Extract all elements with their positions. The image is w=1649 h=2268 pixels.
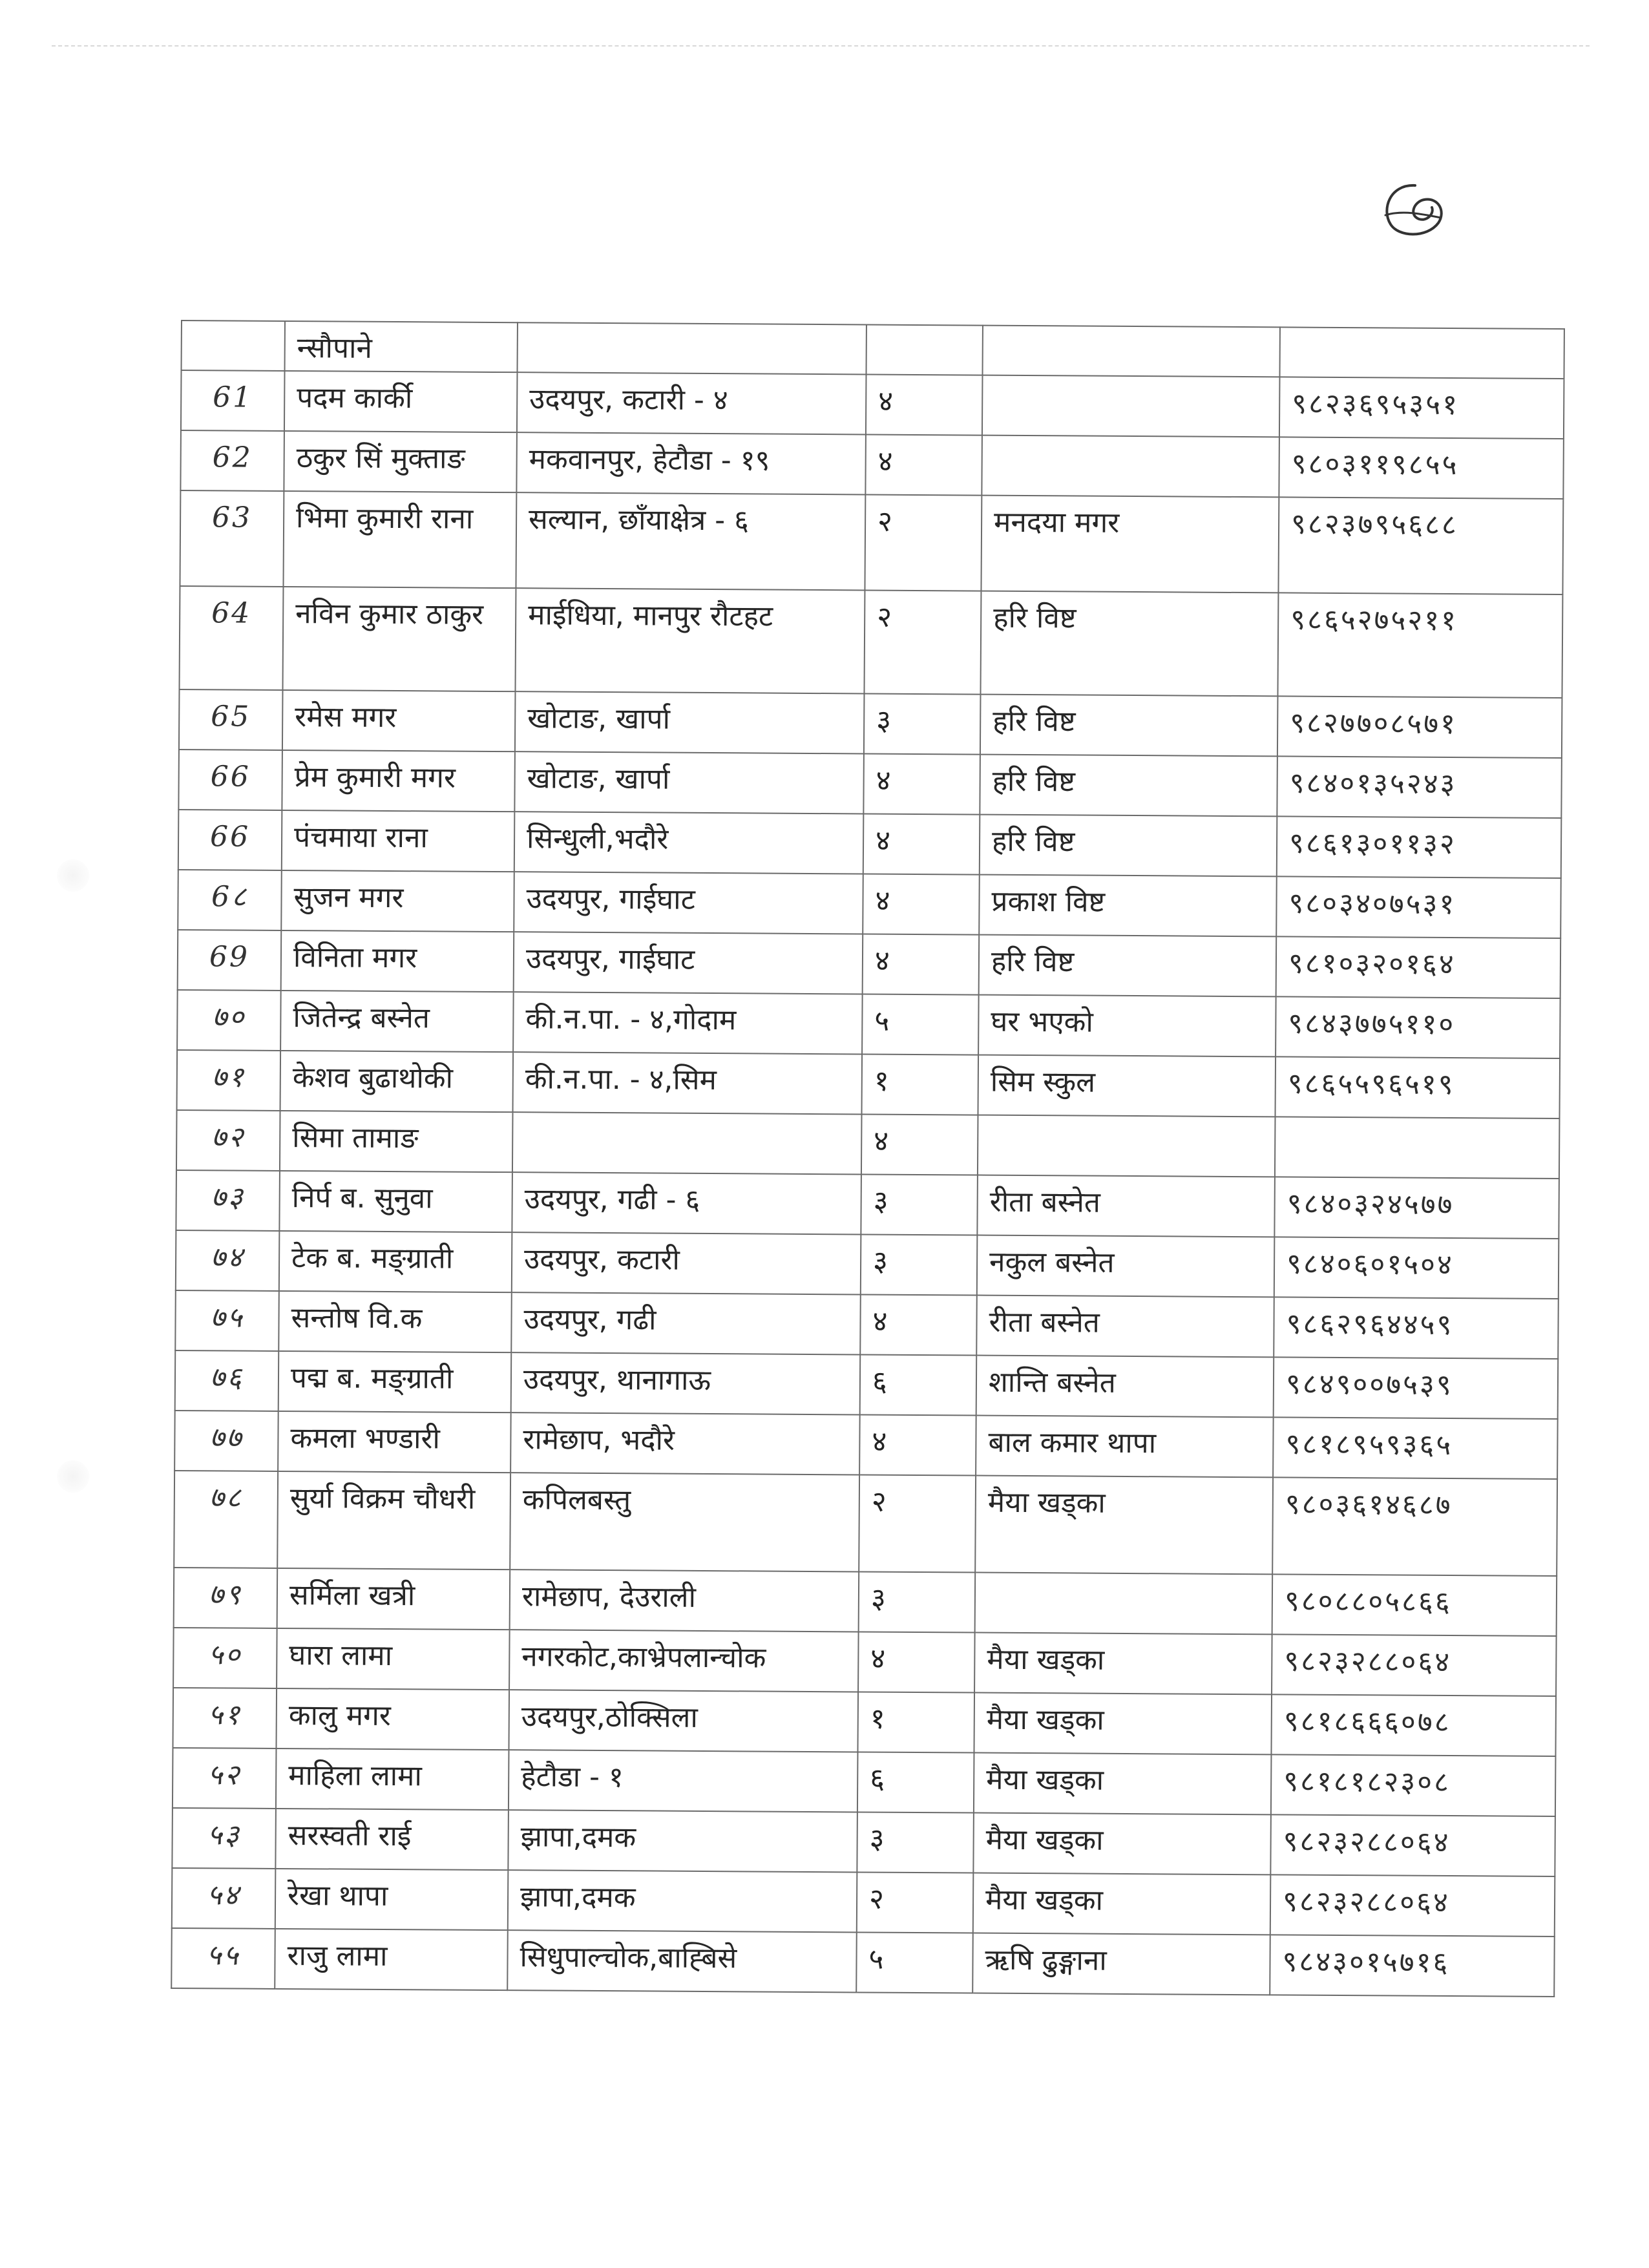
table-row xyxy=(181,370,1564,439)
name-cell: विनिता मगर xyxy=(281,930,514,992)
members-cell: ४ xyxy=(859,1415,976,1476)
sn-cell: ५१ xyxy=(173,1688,277,1748)
name-cell: रमेस मगर xyxy=(282,690,516,751)
reference-cell: रीता बस्नेत xyxy=(977,1175,1275,1237)
table-row xyxy=(178,930,1561,998)
phone-cell: ९८४०३२४५७७ xyxy=(1274,1177,1559,1239)
phone-cell: ९८४९००७५३९ xyxy=(1274,1358,1559,1420)
name-cell: जितेन्द्र बस्नेत xyxy=(280,991,514,1052)
name-cell: सुर्या विक्रम चौधरी xyxy=(277,1471,510,1570)
sn-cell: ५३ xyxy=(172,1808,276,1869)
name-cell: निर्प ब. सुनुवा xyxy=(279,1171,512,1232)
reference-cell: हरि विष्ट xyxy=(979,935,1277,997)
phone-cell: ९८१८६६६०७८ xyxy=(1271,1695,1556,1757)
address-cell xyxy=(518,322,867,374)
address-cell: झापा,दमक xyxy=(508,1870,857,1932)
reference-cell: मनदया मगर xyxy=(981,496,1279,593)
name-cell: टेक ब. मङ्ग्राती xyxy=(279,1231,512,1292)
table-row xyxy=(180,586,1563,698)
members-cell: ४ xyxy=(865,435,982,496)
members-cell: ३ xyxy=(864,694,981,755)
address-cell: रामेछाप, भदौरे xyxy=(510,1412,860,1475)
members-cell: ३ xyxy=(861,1175,978,1235)
address-cell: रामेछाप, देउराली xyxy=(510,1570,859,1632)
sn-cell: 69 xyxy=(178,930,282,991)
members-cell: २ xyxy=(864,591,981,695)
address-cell: झापा,दमक xyxy=(508,1810,857,1872)
sn-cell: 66 xyxy=(178,750,282,810)
members-cell: २ xyxy=(857,1873,974,1933)
table-row xyxy=(173,1748,1556,1816)
name-cell: पंचमाया राना xyxy=(282,810,515,872)
members-cell: ४ xyxy=(858,1632,975,1693)
name-cell: सुजन मगर xyxy=(281,870,514,932)
address-cell: की.न.पा. - ४,गोदाम xyxy=(513,992,863,1054)
phone-cell: ९८०३४०७५३१ xyxy=(1276,877,1561,939)
name-cell: राजु लामा xyxy=(275,1929,508,1990)
reference-cell: हरि विष्ट xyxy=(980,591,1278,697)
table-row xyxy=(178,870,1561,938)
address-cell: उदयपुर, गढी xyxy=(511,1292,861,1354)
address-cell: माईधिया, मानपुर रौटहट xyxy=(515,588,865,693)
table-row xyxy=(172,1868,1555,1937)
reference-cell: मैया खड्का xyxy=(974,1753,1272,1815)
reference-cell xyxy=(982,375,1280,437)
members-cell: ४ xyxy=(863,754,980,815)
members-cell: ३ xyxy=(857,1812,974,1873)
table-row xyxy=(173,1688,1556,1756)
sn-cell: ७३ xyxy=(176,1170,280,1231)
sn-cell: ७९ xyxy=(174,1568,278,1628)
phone-cell: ९८१०३२०१६४ xyxy=(1276,937,1561,999)
sn-cell: ५० xyxy=(173,1628,277,1688)
sn-cell: ७५ xyxy=(175,1290,279,1351)
table-row xyxy=(176,1110,1560,1179)
reference-cell: प्रकाश विष्ट xyxy=(979,875,1277,937)
table-row xyxy=(178,750,1562,818)
address-cell: कपिलबस्तु xyxy=(510,1473,859,1571)
members-cell: २ xyxy=(865,495,982,591)
table-row xyxy=(172,1808,1555,1876)
table-row xyxy=(176,1230,1559,1299)
reference-cell: मैया खड्का xyxy=(973,1813,1271,1875)
address-cell: उदयपुर, गढी - ६ xyxy=(512,1172,861,1234)
address-cell: मकवानपुर, हेटौडा - १९ xyxy=(516,432,866,494)
members-cell: ५ xyxy=(856,1933,973,1993)
table-row xyxy=(174,1471,1557,1576)
members-cell: ६ xyxy=(860,1355,977,1416)
sn-cell: 65 xyxy=(179,689,283,750)
reference-cell: ऋषि ढुङ्गाना xyxy=(972,1933,1270,1995)
phone-cell: ९८०३६१४६८७ xyxy=(1272,1478,1557,1577)
sn-cell: ७८ xyxy=(174,1471,278,1568)
phone-cell: ९८२३२८८०६४ xyxy=(1270,1815,1555,1877)
address-cell: उदयपुर,ठोक्सिला xyxy=(509,1690,858,1752)
sn-cell: ७२ xyxy=(176,1110,280,1171)
phone-cell: ९८६५२७५२११ xyxy=(1277,593,1562,698)
table-row xyxy=(174,1411,1558,1479)
table-row xyxy=(173,1628,1557,1696)
address-cell: खोटाङ, खार्पा xyxy=(515,691,865,753)
phone-cell: ९८४३७७५११० xyxy=(1276,997,1560,1059)
table-header-row xyxy=(182,320,1564,379)
address-cell: सिन्धुली,भदौरे xyxy=(514,812,864,874)
name-cell: भिमा कुमारी राना xyxy=(283,491,516,588)
members-cell: ४ xyxy=(860,1295,977,1356)
beneficiary-table xyxy=(171,320,1565,1997)
name-cell: केशव बुढाथोकी xyxy=(280,1051,514,1112)
reference-cell: मैया खड्का xyxy=(974,1633,1272,1695)
name-cell: सन्तोष वि.क xyxy=(278,1291,512,1352)
address-cell: उदयपुर, कटारी xyxy=(512,1232,861,1294)
table-row xyxy=(175,1350,1559,1419)
phone-cell: ९८६२९६४४५९ xyxy=(1274,1297,1559,1360)
reference-cell: रीता बस्नेत xyxy=(976,1296,1274,1358)
reference-cell: मैया खड्का xyxy=(975,1476,1273,1575)
scan-top-rule xyxy=(52,45,1590,47)
phone-cell: ९८२३२८८०६४ xyxy=(1270,1875,1555,1937)
punch-hole-mark xyxy=(57,859,89,892)
members-cell: ३ xyxy=(859,1572,976,1633)
members-cell xyxy=(867,324,983,375)
sn-cell: 63 xyxy=(180,490,284,587)
address-cell: की.न.पा. - ४,सिम xyxy=(513,1052,863,1114)
name-cell: न्सौपाने xyxy=(285,321,518,372)
address-cell: नगरकोट,काभ्रेपलान्चोक xyxy=(509,1630,859,1692)
phone-cell: ९८४०६०१५०४ xyxy=(1274,1237,1559,1299)
table-row xyxy=(176,1170,1559,1239)
members-cell: १ xyxy=(862,1055,979,1115)
phone-cell: ९८४०१३५२४३ xyxy=(1277,757,1562,819)
sn-cell: ७० xyxy=(177,990,281,1051)
table-row xyxy=(171,1928,1555,1997)
reference-cell: हरि विष्ट xyxy=(980,815,1277,877)
members-cell: ४ xyxy=(863,874,980,935)
name-cell: सरस्वती राई xyxy=(275,1809,509,1870)
table-row xyxy=(177,1050,1560,1118)
members-cell: ५ xyxy=(862,994,979,1055)
name-cell: प्रेम कुमारी मगर xyxy=(282,750,515,812)
reference-cell: घर भएको xyxy=(978,995,1276,1057)
table-body xyxy=(171,320,1564,1997)
sn-cell: ५४ xyxy=(172,1868,276,1929)
reference-cell xyxy=(982,326,1279,377)
sn-cell: 64 xyxy=(180,586,284,690)
name-cell: कमला भण्डारी xyxy=(278,1411,511,1473)
name-cell: नविन कुमार ठाकुर xyxy=(283,587,516,691)
address-cell xyxy=(512,1112,862,1174)
phone-cell xyxy=(1275,1117,1560,1179)
sn-cell: 62 xyxy=(180,430,284,491)
phone-cell: ९८२७७०८५७१ xyxy=(1277,697,1562,759)
members-cell: ४ xyxy=(861,1115,978,1175)
name-cell: पदम कार्की xyxy=(284,371,518,432)
table-row xyxy=(178,810,1562,878)
sn-cell: 66 xyxy=(178,810,282,870)
phone-cell: ९८२३६९५३५१ xyxy=(1279,377,1564,439)
reference-cell: सिम स्कुल xyxy=(978,1055,1276,1117)
sn-cell: ५२ xyxy=(173,1748,277,1809)
table-row xyxy=(175,1290,1559,1359)
table-row xyxy=(180,430,1564,499)
name-cell: सिमा तामाङ xyxy=(280,1111,513,1172)
beneficiary-table-sheet xyxy=(171,320,1564,1997)
table-row xyxy=(177,990,1560,1058)
name-cell: पद्म ब. मङ्ग्राती xyxy=(278,1351,512,1412)
phone-cell: ९८२३२८८०६४ xyxy=(1272,1635,1557,1697)
name-cell: सर्मिला खत्री xyxy=(277,1568,510,1630)
address-cell: उदयपुर, गाईघाट xyxy=(514,872,863,934)
phone-cell: ९८२३७९५६८८ xyxy=(1278,498,1563,595)
address-cell: हेटौडा - १ xyxy=(509,1750,858,1812)
address-cell: सल्यान, छाँयाक्षेत्र - ६ xyxy=(516,492,865,590)
reference-cell: मैया खड्का xyxy=(974,1693,1272,1755)
reference-cell: बाल कमार थापा xyxy=(976,1416,1274,1478)
phone-cell: ९८०३११९८५५ xyxy=(1279,437,1564,499)
members-cell: ४ xyxy=(863,934,980,995)
address-cell: सिधुपाल्चोक,बाह्बिसे xyxy=(507,1930,857,1992)
phone-cell: ९८१८१८२३०८ xyxy=(1271,1755,1556,1817)
name-cell: कालु मगर xyxy=(276,1688,509,1750)
phone-cell: ९८४३०१५७१६ xyxy=(1270,1935,1555,1997)
name-cell: ठकुर सिं मुक्ताङ xyxy=(284,431,517,492)
members-cell: २ xyxy=(859,1475,976,1573)
members-cell: ३ xyxy=(861,1235,978,1296)
handwritten-page-mark xyxy=(1376,178,1447,242)
name-cell: माहिला लामा xyxy=(276,1748,509,1810)
address-cell: खोटाङ, खार्पा xyxy=(514,751,864,814)
reference-cell: मैया खड्का xyxy=(973,1873,1271,1935)
phone-cell: ९८६१३०११३२ xyxy=(1277,817,1562,879)
sn-cell: ७६ xyxy=(175,1350,279,1411)
address-cell: उदयपुर, थानागाऊ xyxy=(511,1352,861,1414)
phone-cell: ९८०८८०५८६६ xyxy=(1272,1575,1557,1637)
address-cell: उदयपुर, कटारी - ४ xyxy=(517,372,867,434)
sn-cell: ५५ xyxy=(171,1928,275,1989)
punch-hole-mark xyxy=(57,1460,89,1493)
members-cell: ४ xyxy=(866,375,983,436)
phone-cell: ९८१८९५९३६५ xyxy=(1273,1418,1558,1480)
name-cell: घारा लामा xyxy=(277,1628,510,1690)
reference-cell: हरि विष्ट xyxy=(980,695,1278,757)
reference-cell: शान्ति बस्नेत xyxy=(976,1356,1274,1418)
reference-cell xyxy=(982,436,1279,498)
sn-cell: 6८ xyxy=(178,870,282,930)
reference-cell: नकुल बस्नेत xyxy=(977,1235,1275,1297)
sn-cell: ७१ xyxy=(177,1050,281,1111)
members-cell: ४ xyxy=(863,814,980,875)
members-cell: ६ xyxy=(857,1752,974,1813)
reference-cell xyxy=(978,1115,1276,1177)
sn-cell: ७४ xyxy=(176,1230,280,1291)
sn-cell: ७७ xyxy=(174,1411,278,1471)
name-cell: रेखा थापा xyxy=(275,1869,509,1930)
sn-cell: 61 xyxy=(181,370,285,431)
sn-cell xyxy=(182,320,285,371)
table-row xyxy=(179,689,1562,758)
phone-cell: ९८६५५९६५१९ xyxy=(1275,1057,1560,1119)
members-cell: १ xyxy=(857,1692,974,1753)
reference-cell xyxy=(975,1573,1273,1635)
phone-cell xyxy=(1279,327,1564,379)
reference-cell: हरि विष्ट xyxy=(980,755,1277,817)
table-row xyxy=(174,1568,1557,1636)
address-cell: उदयपुर, गाईघाट xyxy=(514,932,863,994)
table-row xyxy=(180,490,1563,594)
